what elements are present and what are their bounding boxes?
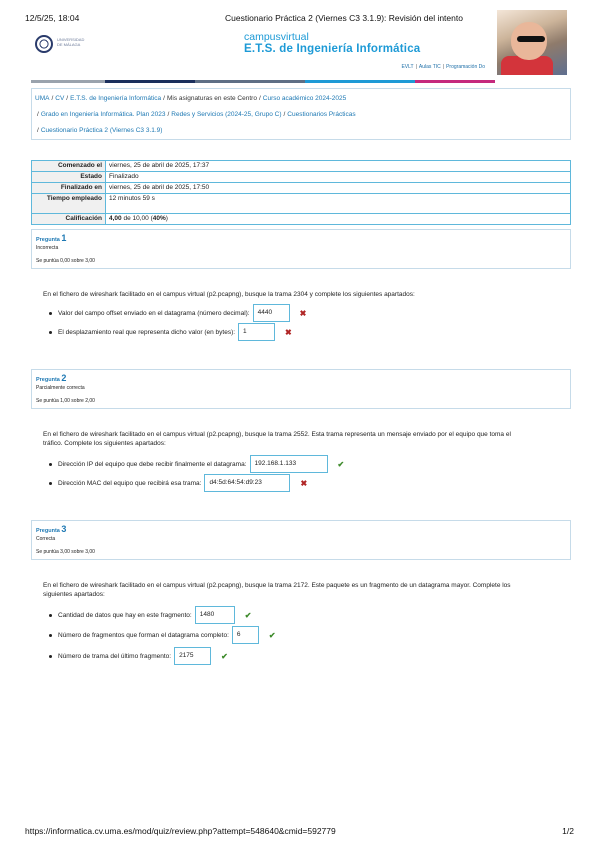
attempt-summary-table xyxy=(31,160,571,225)
question-info-1 xyxy=(31,229,571,269)
answer-item xyxy=(49,454,344,474)
university-seal-icon xyxy=(35,35,53,53)
question-num: 1 xyxy=(61,233,67,243)
question-text-line: En el fichero de wireshark facilitado en el campus virtual (p2.pcapng), busque la trama 2552. Esta trama representa un mensaje enviado por el equipo que toma el xyxy=(43,431,511,438)
summary-label: Comenzado el xyxy=(32,161,106,172)
incorrect-icon: ✖ xyxy=(299,308,307,318)
summary-grade-value xyxy=(106,214,571,225)
answer-field[interactable]: 1480 xyxy=(195,606,235,624)
correct-icon: ✔ xyxy=(337,459,345,469)
question-text-line: siguientes apartados: xyxy=(43,591,105,598)
question-text-2 xyxy=(43,430,511,448)
top-link-separator: | xyxy=(442,64,445,70)
question-text-3 xyxy=(43,581,511,599)
photo-sunglasses xyxy=(517,36,545,42)
color-bar-1 xyxy=(31,80,105,83)
breadcrumb-cuestionarios[interactable]: Cuestionarios Prácticas xyxy=(287,111,356,118)
answer-label: El desplazamiento real que representa dicho valor (en bytes): xyxy=(58,328,236,336)
print-title: Cuestionario Práctica 2 (Viernes C3 3.1.9): Revisión del intento xyxy=(225,13,463,23)
question-text-line: tráfico. Complete los siguientes apartados: xyxy=(43,440,166,447)
answer-item xyxy=(49,646,228,666)
question-state: Correcta xyxy=(36,536,56,542)
breadcrumb-cuestionario[interactable]: Cuestionario Práctica 2 (Viernes C3 3.1.9) xyxy=(40,127,163,134)
incorrect-icon: ✖ xyxy=(285,327,292,337)
top-link-aulas-tic[interactable]: Aulas TIC xyxy=(418,64,441,70)
question-text-line: En el fichero de wireshark facilitado en el campus virtual (p2.pcapng), busque la trama 2304 y complete los siguientes apartados: xyxy=(43,291,415,298)
site-banner xyxy=(31,30,567,83)
question-num: 2 xyxy=(61,373,67,383)
grade-points: 4,00 xyxy=(109,215,122,222)
question-grade: Se puntúa 1,00 sobre 2,00 xyxy=(36,398,95,404)
summary-label: Tiempo empleado xyxy=(32,194,106,214)
bullet-icon xyxy=(49,331,52,334)
print-header xyxy=(25,13,574,25)
question-text-1 xyxy=(43,290,415,299)
breadcrumb-separator: / xyxy=(37,111,39,118)
breadcrumb-cv[interactable]: CV xyxy=(55,95,65,102)
bullet-icon xyxy=(49,634,52,637)
bullet-icon xyxy=(49,482,52,485)
answer-field[interactable]: 6 xyxy=(232,626,259,644)
answer-field[interactable]: d4:5d:64:54:d9:23 xyxy=(204,474,290,492)
breadcrumb-separator: / xyxy=(283,111,286,118)
bullet-icon xyxy=(49,463,52,466)
summary-label: Finalizado en xyxy=(32,183,106,194)
summary-value: viernes, 25 de abril de 2025, 17:37 xyxy=(106,161,571,172)
university-logo[interactable] xyxy=(33,34,88,54)
answer-item xyxy=(49,322,292,342)
answer-item xyxy=(49,303,306,323)
brand-campusvirtual: campusvirtual xyxy=(244,31,309,43)
breadcrumb-separator: / xyxy=(66,95,69,102)
question-state: Incorrecta xyxy=(36,245,59,251)
print-datetime: 12/5/25, 18:04 xyxy=(25,13,80,23)
breadcrumb-separator: / xyxy=(163,95,165,102)
answer-item xyxy=(49,473,307,493)
question-number xyxy=(36,524,566,534)
university-logo-text: UNIVERSIDAD DE MÁLAGA xyxy=(57,37,85,47)
correct-icon: ✔ xyxy=(244,610,252,620)
breadcrumb-mis-asignaturas[interactable]: Mis asignaturas en este Centro xyxy=(166,95,257,102)
bullet-icon xyxy=(49,312,52,315)
summary-value: viernes, 25 de abril de 2025, 17:50 xyxy=(106,183,571,194)
breadcrumb-separator: / xyxy=(258,95,261,102)
question-number xyxy=(36,233,566,243)
print-url: https://informatica.cv.uma.es/mod/quiz/review.php?attempt=548640&cmid=592779 xyxy=(25,826,336,836)
question-label: Pregunta xyxy=(36,528,60,534)
breadcrumb-separator: / xyxy=(37,127,39,134)
answer-label: Número de fragmentos que forman el datagrama completo: xyxy=(58,631,229,639)
site-brand[interactable] xyxy=(244,32,420,55)
incorrect-icon: ✖ xyxy=(300,478,308,488)
breadcrumb-separator: / xyxy=(51,95,54,102)
question-grade: Se puntúa 3,00 sobre 3,00 xyxy=(36,549,95,555)
breadcrumb xyxy=(31,88,571,140)
answer-item xyxy=(49,625,276,645)
bullet-icon xyxy=(49,614,52,617)
answer-label: Dirección IP del equipo que debe recibir finalmente el datagrama: xyxy=(58,460,247,468)
color-bar-2 xyxy=(105,80,195,83)
color-bar-5 xyxy=(415,80,495,83)
bullet-icon xyxy=(49,655,52,658)
breadcrumb-row-3 xyxy=(35,123,566,139)
breadcrumb-row-1 xyxy=(35,91,566,107)
answer-field[interactable]: 4440 xyxy=(253,304,290,322)
question-text-line: En el fichero de wireshark facilitado en el campus virtual (p2.pcapng), busque la trama 2172. Este paquete es un fragmento de un datagrama mayor. Complete los xyxy=(43,582,511,589)
answer-field[interactable]: 1 xyxy=(238,323,275,341)
answer-field[interactable]: 192.168.1.133 xyxy=(250,455,328,473)
answer-label: Número de trama del último fragmento: xyxy=(58,652,172,660)
summary-row-state xyxy=(32,172,571,183)
color-bar-3 xyxy=(195,80,305,83)
summary-value: 12 minutos 59 s xyxy=(106,194,571,214)
breadcrumb-etsi[interactable]: E.T.S. de Ingeniería Informática xyxy=(70,95,162,102)
top-link-evlt[interactable]: EVLT xyxy=(401,64,414,70)
grade-mid: de 10,00 ( xyxy=(121,215,153,222)
grade-end: ) xyxy=(165,215,168,222)
answer-item xyxy=(49,605,251,625)
summary-label: Calificación xyxy=(32,214,106,225)
breadcrumb-uma[interactable]: UMA xyxy=(35,95,50,102)
print-page-number: 1/2 xyxy=(562,826,574,836)
question-state: Parcialmente correcta xyxy=(36,385,85,391)
top-links xyxy=(401,64,485,70)
answer-field[interactable]: 2175 xyxy=(174,647,211,665)
color-bar-4 xyxy=(305,80,415,83)
answer-label: Cantidad de datos que hay en este fragmento: xyxy=(58,611,192,619)
correct-icon: ✔ xyxy=(268,630,276,640)
header-photo xyxy=(497,10,567,75)
question-label: Pregunta xyxy=(36,237,60,243)
answer-label: Valor del campo offset enviado en el datagrama (número decimal): xyxy=(58,309,250,317)
breadcrumb-row-2 xyxy=(35,107,566,123)
summary-row-started xyxy=(32,161,571,172)
top-link-separator: | xyxy=(415,64,417,70)
correct-icon: ✔ xyxy=(221,651,228,661)
answer-label: Dirección MAC del equipo que recibirá esa trama: xyxy=(58,479,202,487)
top-link-programacion[interactable]: Programación Do xyxy=(446,64,485,70)
grade-percent: 40% xyxy=(152,215,166,222)
question-label: Pregunta xyxy=(36,377,60,383)
breadcrumb-asignatura[interactable]: Redes y Servicios (2024-25, Grupo C) xyxy=(171,111,282,118)
breadcrumb-grado[interactable]: Grado en Ingeniería Informática. Plan 2023 xyxy=(40,111,166,118)
brand-school-name: E.T.S. de Ingeniería Informática xyxy=(244,43,421,55)
summary-label: Estado xyxy=(32,172,106,183)
summary-row-time xyxy=(32,194,571,214)
question-grade: Se puntúa 0,00 sobre 3,00 xyxy=(36,258,95,264)
summary-row-finished xyxy=(32,183,571,194)
question-info-3 xyxy=(31,520,571,560)
summary-row-grade xyxy=(32,214,571,225)
question-info-2 xyxy=(31,369,571,409)
question-number xyxy=(36,373,566,383)
breadcrumb-separator: / xyxy=(167,111,170,118)
summary-value: Finalizado xyxy=(106,172,571,183)
breadcrumb-curso[interactable]: Curso académico 2024-2025 xyxy=(262,95,347,102)
question-num: 3 xyxy=(61,524,67,534)
